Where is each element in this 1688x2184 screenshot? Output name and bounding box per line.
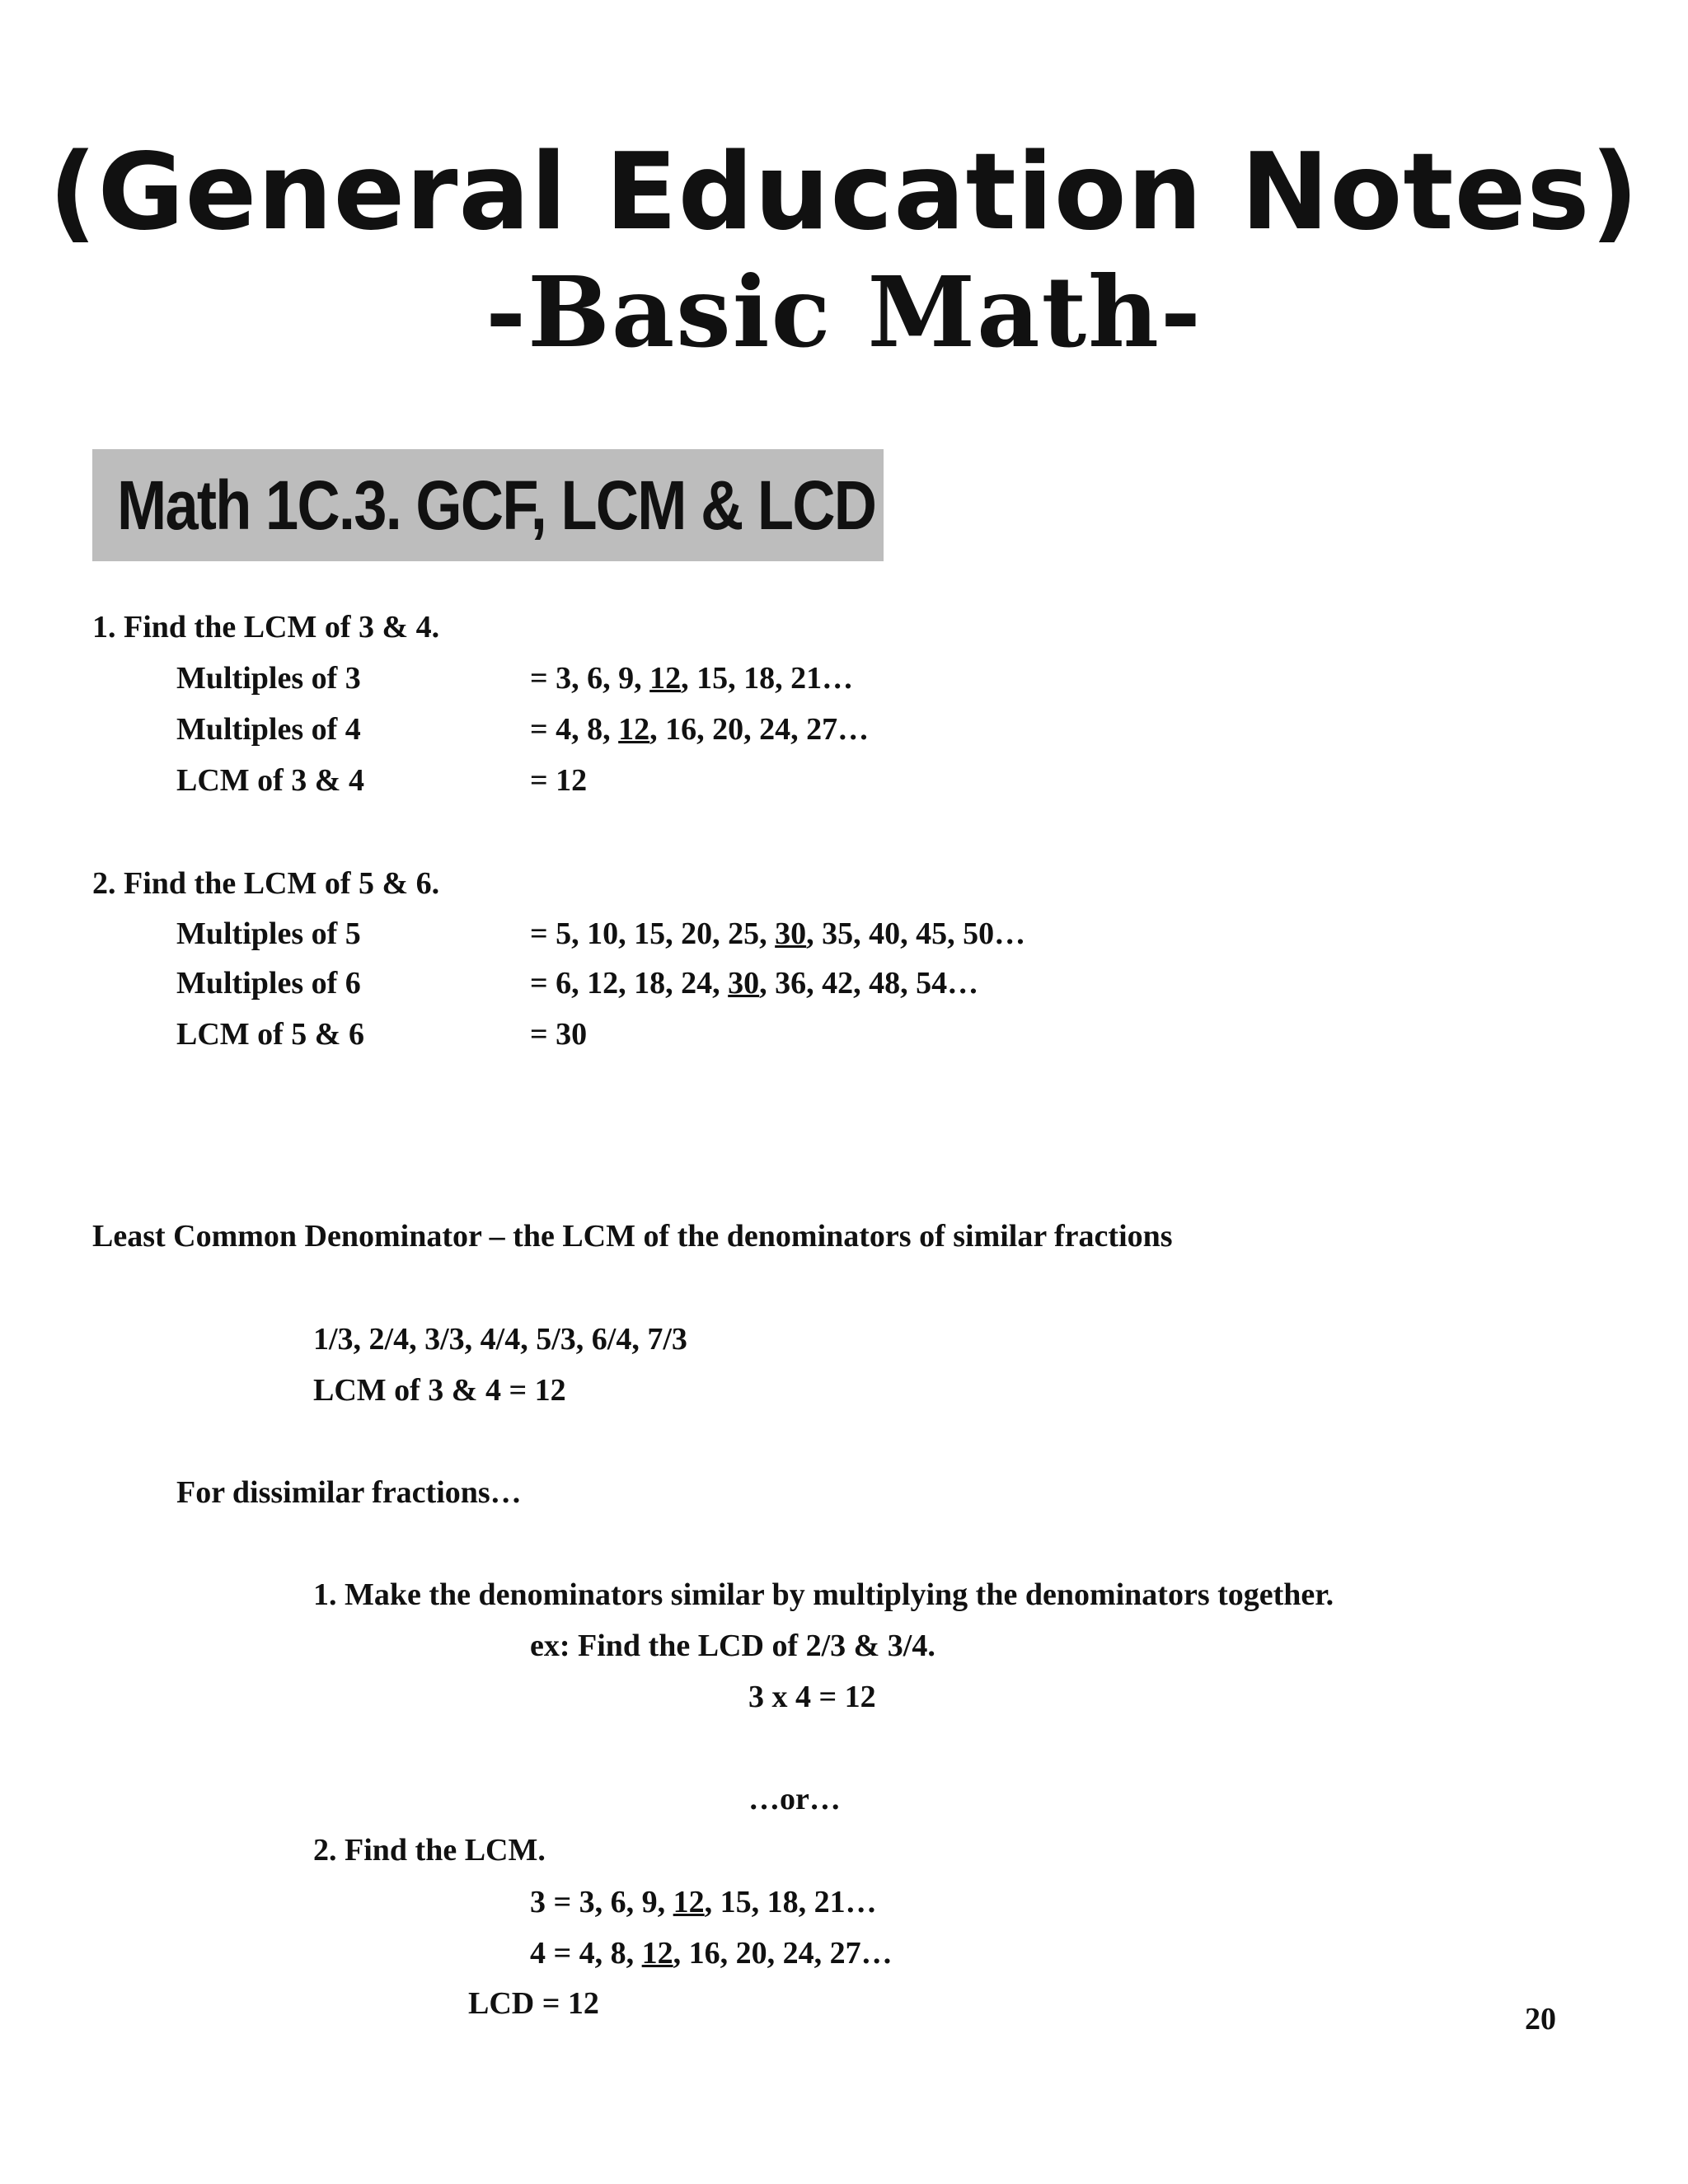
step1-text: 1. Make the denominators similar by multiplying the denominators together. [313, 1577, 1334, 1612]
example1-row-label: Multiples of 4 [176, 712, 361, 747]
example1-row-label: Multiples of 3 [176, 661, 361, 696]
document-subtitle: -Basic Math- [485, 255, 1203, 369]
similar-fractions-list: 1/3, 2/4, 3/3, 4/4, 5/3, 6/4, 7/3 [313, 1322, 687, 1357]
highlighted-multiple: 12 [641, 1936, 673, 1971]
example1-result-value: = 12 [530, 763, 588, 798]
page-number: 20 [1525, 2002, 1556, 2036]
highlighted-multiple: 30 [728, 966, 760, 1001]
lcd-term: Least Common Denominator [92, 1219, 482, 1254]
or-separator: …or… [748, 1782, 841, 1816]
step1-example: ex: Find the LCD of 2/3 & 3/4. [530, 1629, 935, 1663]
example1-row-values: = 4, 8, 12, 16, 20, 24, 27… [530, 712, 870, 747]
example2-result-label: LCM of 5 & 6 [176, 1017, 364, 1052]
step1-calculation: 3 x 4 = 12 [748, 1680, 876, 1714]
highlighted-multiple: 12 [618, 712, 650, 747]
section-title: Math 1C.3. GCF, LCM & LCD [117, 466, 876, 544]
example2-row-label: Multiples of 6 [176, 966, 361, 1001]
example2-row-label: Multiples of 5 [176, 916, 361, 951]
document-title: (General Education Notes) [48, 131, 1640, 254]
step2-row: 3 = 3, 6, 9, 12, 15, 18, 21… [530, 1885, 877, 1919]
example2-question: 2. Find the LCM of 5 & 6. [92, 866, 440, 901]
example1-result-label: LCM of 3 & 4 [176, 763, 364, 798]
section-banner [92, 449, 884, 561]
highlighted-multiple: 12 [673, 1885, 705, 1919]
example1-row-values: = 3, 6, 9, 12, 15, 18, 21… [530, 661, 854, 696]
similar-fractions-lcm: LCM of 3 & 4 = 12 [313, 1373, 566, 1408]
example2-result-value: = 30 [530, 1017, 588, 1052]
step2-row: 4 = 4, 8, 12, 16, 20, 24, 27… [530, 1936, 893, 1971]
dissimilar-heading: For dissimilar fractions… [176, 1475, 522, 1510]
lcd-definition-text: – the LCM of the denominators of similar fractions [481, 1219, 1173, 1254]
lcd-definition [92, 1221, 1173, 1252]
example1-question: 1. Find the LCM of 3 & 4. [92, 610, 440, 644]
example2-row-values: = 6, 12, 18, 24, 30, 36, 42, 48, 54… [530, 966, 979, 1001]
step2-text: 2. Find the LCM. [313, 1833, 546, 1868]
highlighted-multiple: 12 [649, 661, 682, 696]
lcd-result: LCD = 12 [468, 1986, 599, 2021]
highlighted-multiple: 30 [775, 916, 807, 951]
example2-row-values: = 5, 10, 15, 20, 25, 30, 35, 40, 45, 50… [530, 916, 1026, 951]
